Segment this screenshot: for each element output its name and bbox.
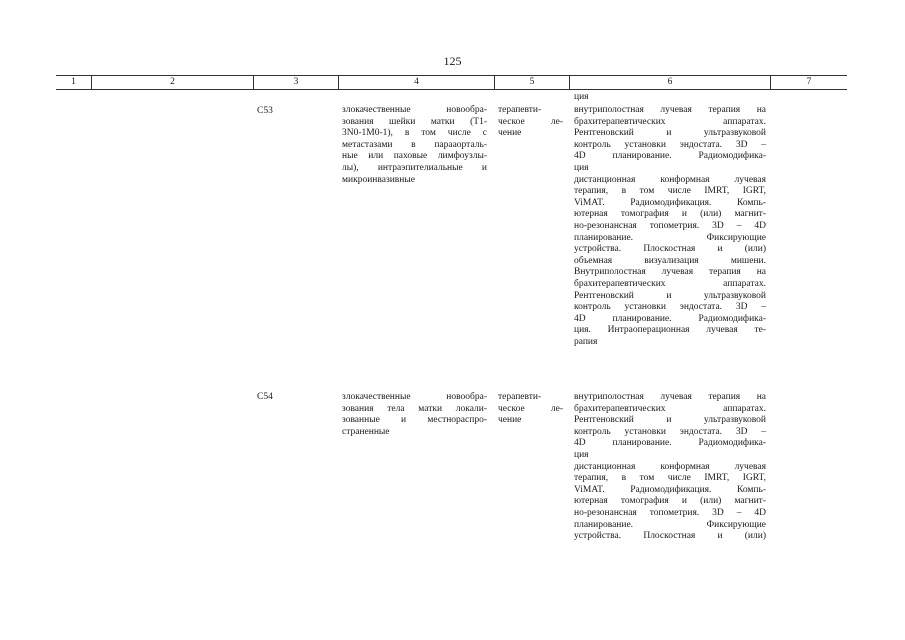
text-line: терапия, в том числе IMRT, IGRT, bbox=[574, 473, 766, 484]
text-line: контроль установки эндостата. 3D – bbox=[574, 302, 766, 313]
row-c53-treatment-type bbox=[498, 105, 563, 140]
text-line: чение bbox=[498, 128, 522, 139]
text-line: ция bbox=[574, 162, 589, 173]
text-line: контроль установки эндостата. 3D – bbox=[574, 426, 766, 437]
text-line: 4D планирование. Радиомодифика- bbox=[574, 313, 766, 324]
text-line: зованные и местнораспро- bbox=[342, 415, 487, 426]
header-col-2: 2 bbox=[91, 76, 253, 89]
text-line: метастазами в парааорталь- bbox=[342, 139, 487, 150]
text-line: злокачественные новообра- bbox=[342, 392, 487, 402]
header-col-4: 4 bbox=[338, 76, 494, 89]
text-line: ция bbox=[574, 449, 589, 460]
text-line: внутриполостная лучевая терапия на bbox=[574, 105, 766, 115]
text-line: 4D планирование. Радиомодифика- bbox=[574, 151, 766, 162]
text-line: зования тела матки локали- bbox=[342, 403, 487, 414]
text-line: дистанционная конформная лучевая bbox=[574, 461, 766, 472]
row-c54-code: C54 bbox=[257, 392, 273, 402]
row-c53-method bbox=[574, 105, 766, 348]
page-number: 125 bbox=[443, 54, 462, 68]
text-line: лы), интраэпителиальные и bbox=[342, 162, 487, 173]
text-line: объемная визуализация мишени. bbox=[574, 255, 766, 266]
header-col-7: 7 bbox=[770, 76, 847, 89]
row-c53-code: C53 bbox=[257, 106, 273, 116]
text-line: злокачественные новообра- bbox=[342, 105, 487, 115]
text-line: ческое ле- bbox=[498, 116, 563, 127]
text-line: зования шейки матки (T1- bbox=[342, 116, 487, 127]
text-line: контроль установки эндостата. 3D – bbox=[574, 139, 766, 150]
header-col-3: 3 bbox=[253, 76, 338, 89]
text-line: Рентгеновский и ультразвуковой bbox=[574, 290, 766, 301]
text-line: брахитерапевтических аппаратах. bbox=[574, 403, 766, 414]
text-line: дистанционная конформная лучевая bbox=[574, 174, 766, 185]
text-line: 4D планирование. Радиомодифика- bbox=[574, 438, 766, 449]
text-line: терапевти- bbox=[498, 105, 542, 115]
text-line: брахитерапевтических аппаратах. bbox=[574, 278, 766, 289]
table-header-row bbox=[56, 75, 847, 90]
text-line: ные или паховые лимфоузлы- bbox=[342, 151, 487, 162]
text-line: но-резонансная топометрия. 3D – 4D bbox=[574, 507, 766, 518]
text-line: планирование. Фиксирующие bbox=[574, 232, 766, 243]
text-line: брахитерапевтических аппаратах. bbox=[574, 116, 766, 127]
row-c54-description bbox=[342, 392, 487, 438]
text-line: устройства. Плоскостная и (или) bbox=[574, 531, 766, 542]
header-col-1: 1 bbox=[71, 77, 76, 87]
text-line: внутриполостная лучевая терапия на bbox=[574, 392, 766, 402]
text-line: ческое ле- bbox=[498, 403, 563, 414]
row-c54-treatment-type bbox=[498, 392, 563, 427]
row-0-col6 bbox=[574, 92, 766, 104]
text-line: Рентгеновский и ультразвуковой bbox=[574, 128, 766, 139]
text-line: ция bbox=[574, 92, 589, 102]
row-c53-description bbox=[342, 105, 487, 186]
text-line: терапия, в том числе IMRT, IGRT, bbox=[574, 186, 766, 197]
header-col-6: 6 bbox=[569, 76, 770, 89]
text-line: ютерная томография и (или) магнит- bbox=[574, 496, 766, 507]
text-line: но-резонансная топометрия. 3D – 4D bbox=[574, 220, 766, 231]
text-line: устройства. Плоскостная и (или) bbox=[574, 244, 766, 255]
text-line: микроинвазивные bbox=[342, 174, 415, 185]
row-c54-method bbox=[574, 392, 766, 543]
text-line: ViMAT. Радиомодификация. Компь- bbox=[574, 197, 766, 208]
text-line: планирование. Фиксирующие bbox=[574, 519, 766, 530]
text-line: страненные bbox=[342, 426, 390, 437]
text-line: Внутриполостная лучевая терапия на bbox=[574, 267, 766, 278]
header-col-5: 5 bbox=[494, 76, 569, 89]
text-line: ютерная томография и (или) магнит- bbox=[574, 209, 766, 220]
text-line: ViMAT. Радиомодификация. Компь- bbox=[574, 484, 766, 495]
text-line: Рентгеновский и ультразвуковой bbox=[574, 415, 766, 426]
text-line: терапевти- bbox=[498, 392, 542, 402]
text-line: ция. Интраоперационная лучевая те- bbox=[574, 325, 766, 336]
text-line: чение bbox=[498, 415, 522, 426]
text-line: рапия bbox=[574, 336, 598, 347]
text-line: 3N0-1M0-1), в том числе с bbox=[342, 128, 487, 139]
